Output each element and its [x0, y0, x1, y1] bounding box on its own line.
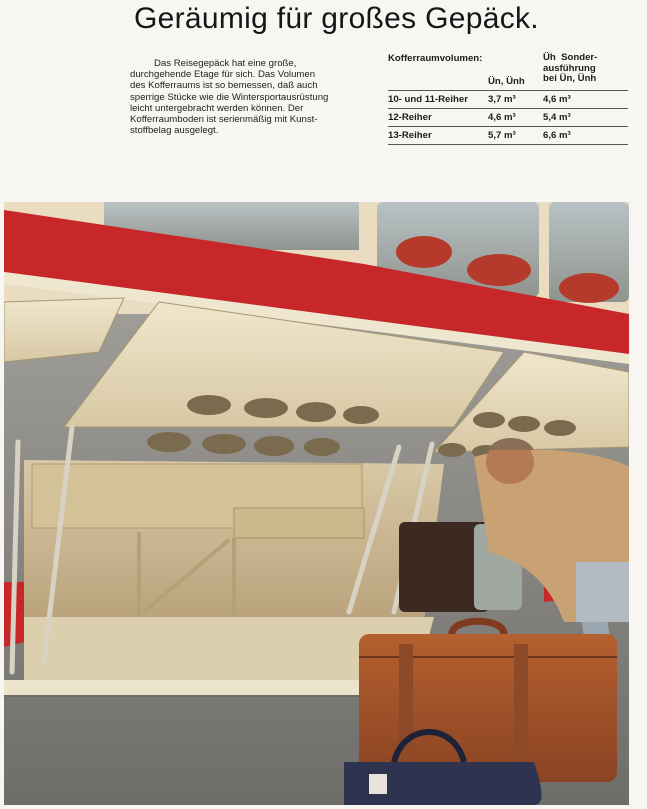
volume-header-extra-line: ausführung: [543, 62, 596, 74]
row-standard-volume: 4,6 m³: [488, 112, 516, 123]
row-label: 12-Reiher: [388, 112, 432, 123]
volume-table: [388, 50, 628, 145]
intro-line: sperrige Stücke wie die Wintersportausrüstung: [130, 91, 329, 103]
intro-line: stoffbelag ausgelegt.: [130, 125, 219, 137]
bus-luggage-photo: [4, 202, 629, 805]
row-standard-volume: 5,7 m³: [488, 130, 516, 141]
row-label: 13-Reiher: [388, 130, 432, 141]
intro-line: Kofferraumboden ist serienmäßig mit Kunst-: [130, 114, 318, 126]
volume-header-extra: [543, 53, 597, 85]
volume-table-header: [388, 50, 628, 90]
intro-line: Das Reisegepäck hat eine große,: [154, 58, 297, 69]
row-special-volume: 4,6 m³: [543, 94, 571, 105]
intro-paragraph: [130, 58, 382, 136]
volume-header-extra-line: Üh Sonder-: [543, 52, 598, 63]
row-special-volume: 5,4 m³: [543, 112, 571, 123]
row-special-volume: 6,6 m³: [543, 130, 571, 141]
table-row: [388, 108, 628, 126]
volume-header-sub: Ün, Ünh: [488, 76, 525, 87]
volume-header-extra-line: bei Ün, Ünh: [543, 73, 597, 85]
bus-luggage-illustration: [4, 202, 629, 805]
table-row: [388, 90, 628, 108]
volume-header-main: Kofferraumvolumen:: [388, 53, 483, 64]
intro-line: leicht untergebracht werden können. Der: [130, 102, 304, 114]
row-label: 10- und 11-Reiher: [388, 94, 468, 105]
intro-line: des Kofferraums ist so bemessen, daß auch: [130, 80, 318, 92]
row-standard-volume: 3,7 m³: [488, 94, 516, 105]
table-row: [388, 126, 628, 145]
page-title: Geräumig für großes Gepäck.: [134, 2, 539, 35]
intro-line: durchgehende Etage für sich. Das Volumen: [130, 69, 316, 81]
